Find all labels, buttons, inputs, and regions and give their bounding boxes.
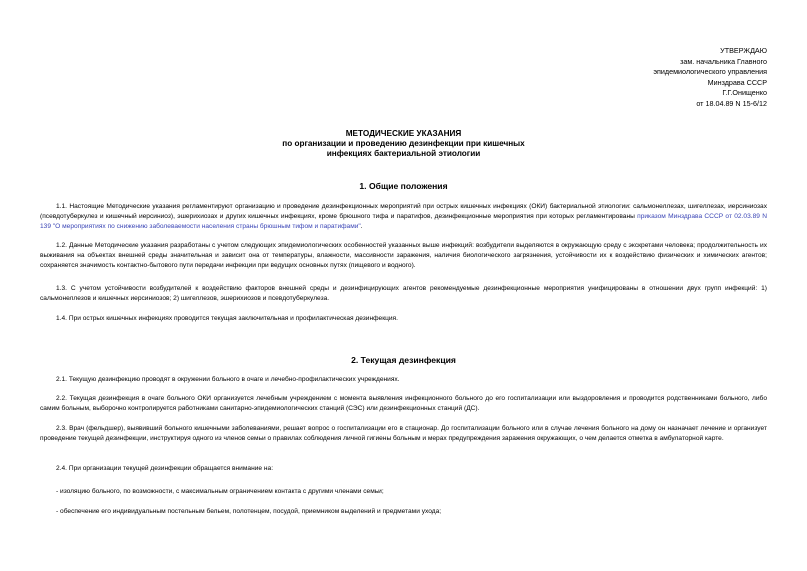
approval-line: УТВЕРЖДАЮ [720,46,767,55]
approval-line: эпидемиологического управления [653,67,767,77]
approval-line: зам. начальника Главного [680,56,767,66]
approval-line: Г.Г.Онищенко [722,88,767,98]
approval-line: от 18.04.89 N 15-6/12 [696,98,767,108]
list-item-isolation: - изоляцию больного, по возможности, с максимальным ограничением контакта с другими членами семьи; [56,488,384,495]
approval-line: Минздрава СССР [707,77,767,87]
section-heading-current-disinfection: 2. Текущая дезинфекция [351,355,456,365]
document-title [0,129,807,159]
list-item-supplies: - обеспечение его индивидуальным постельным бельем, полотенцем, посудой, приемником выделений и предметами ухода; [56,508,442,515]
paragraph-2-2: 2.2. Текущая дезинфекция в очаге больного ОКИ организуется лечебным учреждением с момента выявления инфекционного больного до его госпитализации или выздоровления и проводится родственниками больного, либо самим больным, выборочно контролируется работниками санитарно-эпидемиологических станций (СЭС) или дезинфекционных станций (ДС). [40,395,767,413]
section-heading-general: 1. Общие положения [359,181,448,191]
paragraph-1-1 [40,202,767,232]
document-title-line: по организации и проведению дезинфекции при кишечных [282,139,525,148]
paragraph-2-3: 2.3. Врач (фельдшер), выявивший больного кишечными заболеваниями, решает вопрос о госпитализации его в стационар. До госпитализации больного или в случае лечения больного на дому он назначает лечение и организует проведение текущей дезинфекции, инструктируя одного из членов семьи о правилах соблюдения личной гигиены больным и мерах предупреждения заражения окружающих, о чем делается отметка в амбулаторной карте. [40,425,767,443]
approval-block [567,46,767,110]
paragraph-1-4: 1.4. При острых кишечных инфекциях проводится текущая заключительная и профилактическая дезинфекция. [56,315,398,322]
paragraph-1-3: 1.3. С учетом устойчивости возбудителей к воздействию факторов внешней среды и дезинфицирующих агентов рекомендуемые дезинфекционные мероприятия унифицированы в отношении двух групп инфекций: 1) сальмонеллезов и кишечных иерсиниозов; 2) шигеллезов, эшерихиозов и псевдотуберкулеза. [40,285,767,303]
paragraph-2-4: 2.4. При организации текущей дезинфекции обращается внимание на: [56,465,274,472]
order-link[interactable]: приказом Минздрава СССР от 02.03.89 N 139 "О мероприятиях по снижению заболеваемости населения страны брюшным тифом и паратифами" [40,213,768,231]
paragraph-2-1: 2.1. Текущую дезинфекцию проводят в окружении больного в очаге и лечебно-профилактических учреждениях. [56,376,400,383]
paragraph-1-2: 1.2. Данные Методические указания разработаны с учетом следующих эпидемиологических особенностей указанных выше инфекций: возбудители выделяются в окружающую среду с экскретами человека; продолжительность их выживания на объектах внешней среды значительная и зависит она от температуры, влажности, массивности заражения, наличия биологического загрязнения, устойчивости их к воздействию физических и химических агентов; сохраняется значимость контактно-бытового пути передачи инфекции при ведущих основных путях (пищевого и водного). [40,242,767,270]
paragraph-text: 1.1. Настоящие Методические указания регламентируют организацию и проведение дезинфекционных мероприятий при острых кишечных инфекциях (ОКИ) бактериальной этиологии: сальмонеллезах, шигеллезах, иерсиниозах (псевдотуберкулез и кишечный иерсиниоз), эшерихиозах и других кишечных инфекциях, кроме брюшного тифа и паратифов, дезинфекционные мероприятия при которых регламентированы [40,203,767,221]
document-title-line: МЕТОДИЧЕСКИЕ УКАЗАНИЯ [345,129,462,138]
paragraph-text: . [360,223,363,231]
document-title-line: инфекциях бактериальной этиологии [326,149,481,158]
